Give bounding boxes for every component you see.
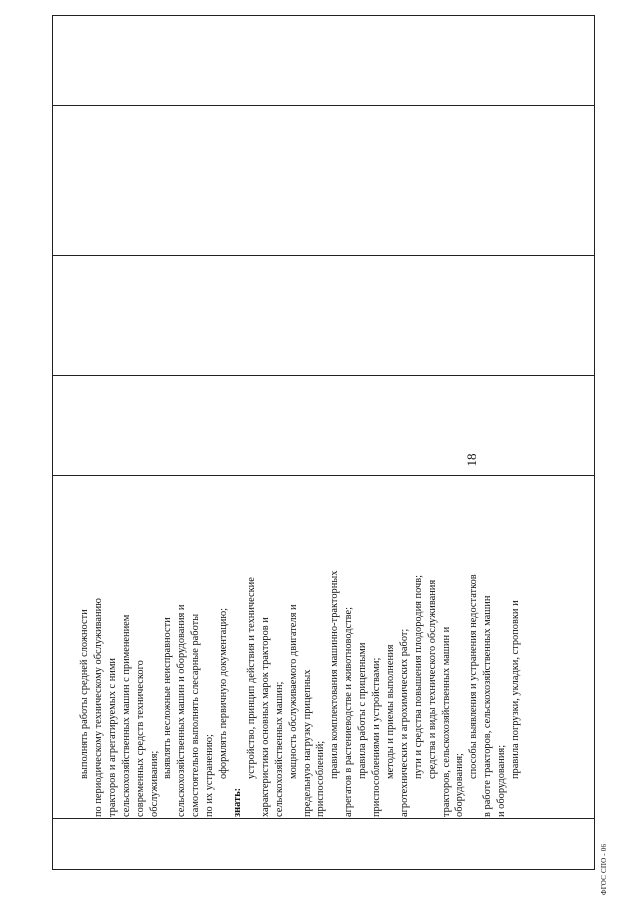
skills-knowledge-column bbox=[78, 485, 523, 817]
table-text-line: приспособлений; bbox=[315, 740, 327, 817]
table-column-divider bbox=[53, 105, 594, 106]
table-text-line: оформлять первичную документацию; bbox=[218, 608, 230, 779]
table-text-line: тракторов, сельскохозяйственных машин и bbox=[440, 626, 452, 817]
table-column-divider bbox=[53, 255, 594, 256]
competency-table bbox=[52, 15, 595, 870]
table-column-divider bbox=[53, 375, 594, 376]
table-text-line: агрегатов в растениеводстве и животноводстве; bbox=[343, 606, 355, 817]
table-text-line: правила комплектования машинно-тракторных bbox=[329, 570, 341, 779]
table-text-line: самостоятельно выполнять слесарные работы bbox=[190, 613, 202, 817]
table-text-line: правила погрузки, укладки, строповки и bbox=[510, 600, 522, 779]
table-text-line: знать: bbox=[231, 787, 243, 817]
page-number: 18 bbox=[464, 453, 479, 467]
table-text-line: способы выявления и устранения недостатков bbox=[468, 574, 480, 779]
table-text-line: выполнять работы средней сложности bbox=[79, 609, 90, 779]
table-text-line: сельскохозяйственных машин и оборудования и bbox=[176, 604, 188, 817]
footer-code: ФГОС СПО - 06 bbox=[600, 843, 608, 895]
table-text-line: средства и виды технического обслуживания bbox=[426, 579, 438, 779]
table-text-line: устройство, принцип действия и технические bbox=[245, 577, 257, 779]
table-text-line: выявлять несложные неисправности bbox=[162, 617, 174, 779]
table-text-line: характеристики основных марок тракторов и bbox=[259, 617, 271, 817]
table-text-line: сельскохозяйственных машин; bbox=[273, 681, 285, 817]
table-column-divider bbox=[53, 475, 594, 476]
table-text-line: обслуживания; bbox=[148, 750, 160, 817]
table-text-line: по периодическому техническому обслуживанию bbox=[92, 598, 104, 817]
table-text-line: в работе тракторов, сельскохозяйственных машин bbox=[482, 595, 494, 817]
table-text-line: и оборудования; bbox=[496, 744, 508, 817]
table-text-line: современных средств технического bbox=[134, 660, 146, 817]
table-text-line: оборудования; bbox=[454, 753, 466, 817]
table-text-line: пути и средства повышения плодородия почв; bbox=[412, 574, 424, 779]
table-text-line: предельную нагрузку прицепных bbox=[301, 669, 313, 817]
table-column-divider bbox=[53, 818, 594, 819]
table-text-line: агротехнических и агрохимических работ; bbox=[398, 628, 410, 817]
table-text-line: тракторов и агрегатируемых с ними bbox=[106, 658, 118, 817]
table-text-line: методы и приемы выполнения bbox=[384, 644, 396, 779]
table-text-line: сельскохозяйственных машин с применением bbox=[120, 614, 132, 817]
table-text-line: мощность обслуживаемого двигателя и bbox=[287, 604, 299, 779]
table-text-line: по их устранению; bbox=[204, 734, 216, 817]
table-text-line: правила работы с прицепными bbox=[357, 642, 369, 779]
table-text-line: приспособлениями и устройствами; bbox=[371, 657, 383, 817]
